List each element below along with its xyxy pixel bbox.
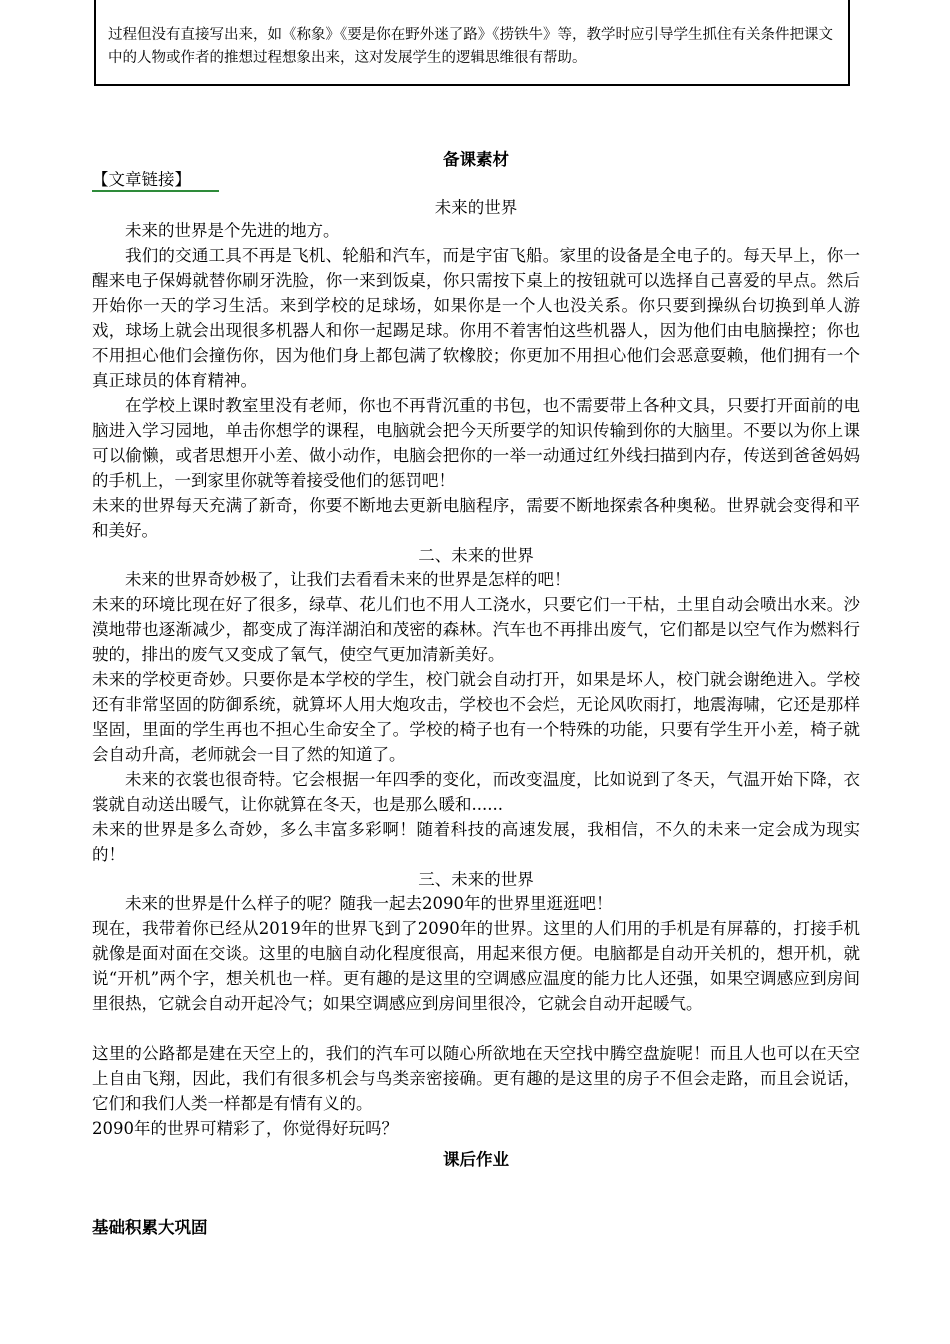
article2-paragraph-3: 未来的学校更奇妙。只要你是本学校的学生，校门就会自动打开，如果是坏人，校门就会谢绝进入。学校还有非常坚固的防御系统，就算坏人用大炮攻击，学校也不会烂，无论风吹雨打，地震海啸，它还是那样坚固，里面的学生再也不担心生命安全了。学校的椅子也有一个特殊的功能，只要有学生开小差，椅子就会自动升高，老师就会一目了然的知道了。 [92, 670, 860, 764]
article3-title: 三、未来的世界 [418, 870, 534, 889]
article3-paragraph-1: 未来的世界是什么样子的呢？随我一起去2090年的世界里逛逛吧！ [125, 894, 613, 913]
article1-paragraph-1: 未来的世界是个先进的地方。 [125, 221, 340, 240]
article-link-tag: 【文章链接】 [92, 170, 219, 192]
article1-paragraph-3: 在学校上课时教室里没有老师，你也不再背沉重的书包，也不需要带上各种文具，只要打开面前的电脑进入学习园地，单击你想学的课程，电脑就会把今天所要学的知识传输到你的大脑里。不要以为你上课可以偷懒，或者思想开小差、做小动作，电脑会把你的一举一动通过红外线扫描到内存，传送到爸爸妈妈的手机上，一到家里你就等着接受他们的惩罚吧！ [92, 396, 860, 490]
homework-subtitle: 基础积累大巩固 [92, 1218, 208, 1237]
article2-paragraph-4: 未来的衣裳也很奇特。它会根据一年四季的变化，而改变温度，比如说到了冬天，气温开始下降，衣裳就自动送出暖气，让你就算在冬天，也是那么暖和...... [92, 770, 860, 814]
article2-paragraph-2: 未来的环境比现在好了很多，绿草、花儿们也不用人工浇水，只要它们一干枯，土里自动会喷出水来。沙漠地带也逐渐减少，都变成了海洋湖泊和茂密的森林。汽车也不再排出废气，它们都是以空气作为燃料行驶的，排出的废气又变成了氧气，使空气更加清新美好。 [92, 595, 860, 664]
section-title-prep: 备课素材 [443, 150, 509, 169]
article3-paragraph-4: 2090年的世界可精彩了，你觉得好玩吗？ [92, 1119, 398, 1138]
section-title-homework: 课后作业 [443, 1150, 509, 1169]
article3-paragraph-3: 这里的公路都是建在天空上的，我们的汽车可以随心所欲地在天空找中腾空盘旋呢！而且人也可以在天空上自由飞翔，因此，我们有很多机会与鸟类亲密接确。更有趣的是这里的房子不但会走路，而且会说话，它们和我们人类一样都是有情有义的。 [92, 1044, 860, 1113]
article2-title: 二、未来的世界 [418, 546, 534, 565]
article1-title: 未来的世界 [434, 198, 518, 217]
article2-paragraph-1: 未来的世界奇妙极了，让我们去看看未来的世界是怎样的吧！ [125, 570, 571, 589]
teaching-note-box [94, 0, 850, 86]
article1-paragraph-2: 我们的交通工具不再是飞机、轮船和汽车，而是宇宙飞船。家里的设备是全电子的。每天早上，你一醒来电子保姆就替你刷牙洗脸，你一来到饭桌，你只需按下桌上的按钮就可以选择自己喜爱的早点。然后开始你一天的学习生活。来到学校的足球场，如果你是一个人也没关系。你只要到操纵台切换到单人游戏，球场上就会出现很多机器人和你一起踢足球。你用不着害怕这些机器人，因为他们由电脑操控；你也不用担心他们会撞伤你，因为他们身上都包满了软橡胶；你更加不用担心他们会恶意耍赖，他们拥有一个真正球员的体育精神。 [92, 246, 860, 390]
article1-paragraph-4: 未来的世界每天充满了新奇，你要不断地去更新电脑程序，需要不断地探索各种奥秘。世界就会变得和平和美好。 [92, 496, 860, 540]
article3-paragraph-2: 现在，我带着你已经从2019年的世界飞到了2090年的世界。这里的人们用的手机是有屏幕的，打接手机就像是面对面在交谈。这里的电脑自动化程度很高，用起来很方便。电脑都是自动开关机的，想开机，就说“开机”两个字，想关机也一样。更有趣的是这里的空调感应温度的能力比人还强，如果空调感应到房间里很热，它就会自动开起冷气；如果空调感应到房间里很冷，它就会自动开起暖气。 [92, 919, 860, 1013]
teaching-note-text: 过程但没有直接写出来，如《称象》《要是你在野外迷了路》《捞铁牛》等，教学时应引导学生抓住有关条件把课文中的人物或作者的推想过程想象出来，这对发展学生的逻辑思维很有帮助。 [108, 27, 833, 66]
article2-paragraph-5: 未来的世界是多么奇妙，多么丰富多彩啊！随着科技的高速发展，我相信，不久的未来一定会成为现实的！ [92, 820, 860, 864]
